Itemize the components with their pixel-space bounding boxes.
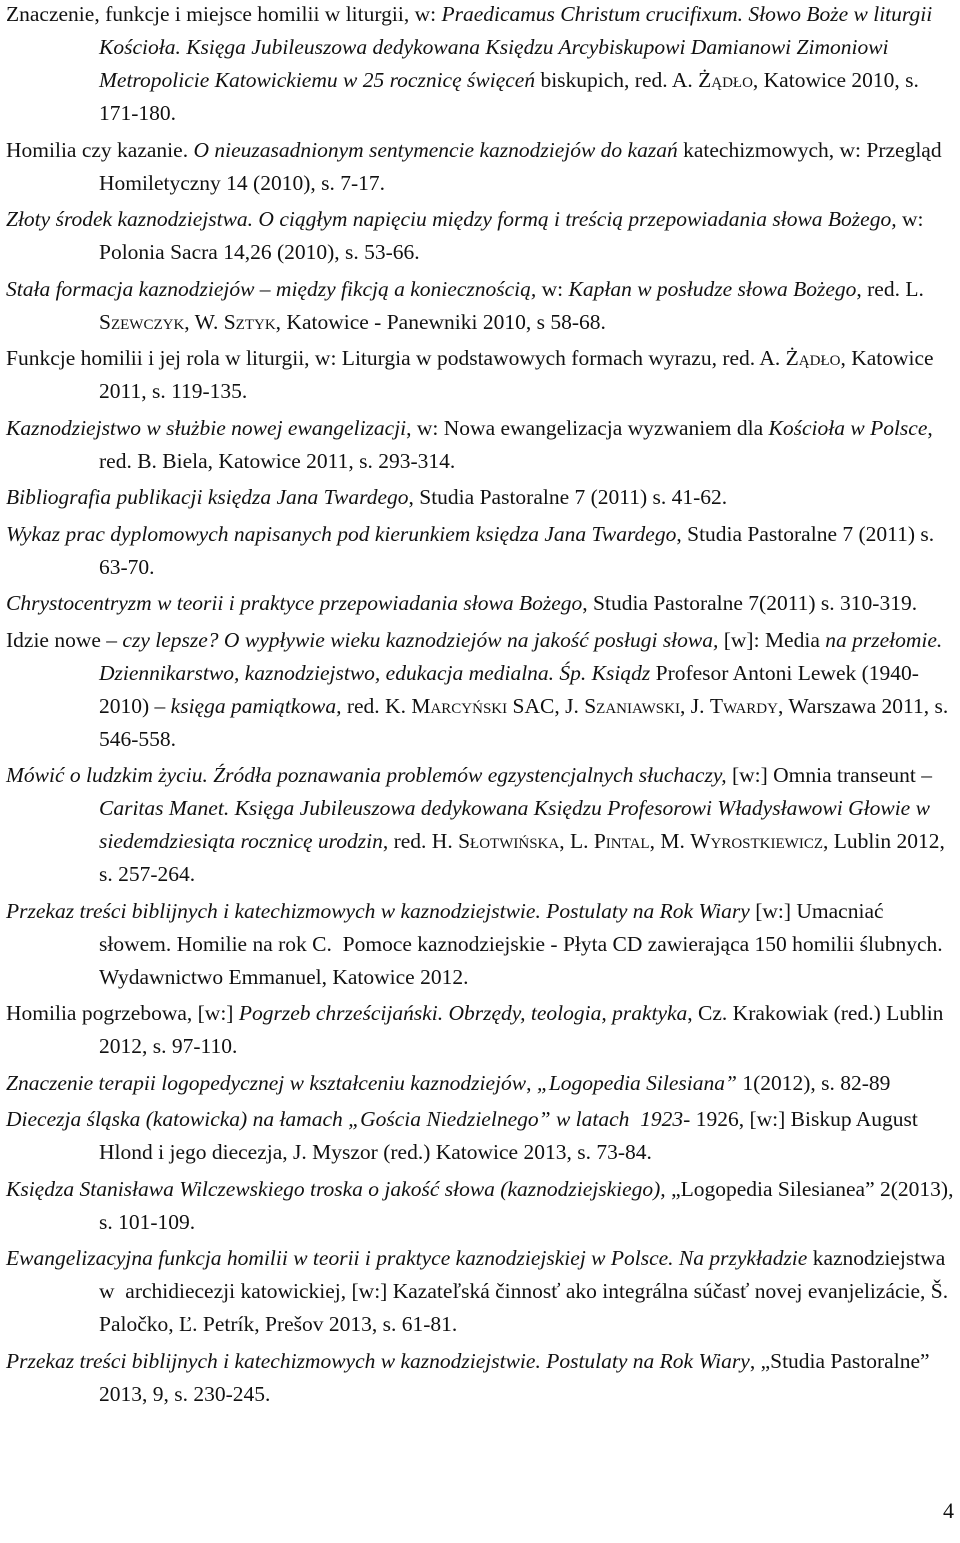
author-name-text: Żądło (698, 68, 753, 92)
bibliography-entry (6, 134, 956, 200)
bibliography-entry (6, 481, 956, 514)
bibliography-entry (6, 1242, 956, 1341)
entry-title-text: Przekaz treści biblijnych i katechizmowych w kaznodziejstwie. Postulaty na Rok Wiary (6, 898, 750, 923)
entry-text: - 1926, [w:] Biskup August Hlond i jego diecezja, J. Myszor (red.) Katowice 2013, s. 73-84. (99, 1107, 924, 1164)
entry-text: [w:] Umacniać słowem. Homilie na rok C. Pomoce kaznodziejskie - Płyta CD zawierająca 150 homilii ślubnych. Wydawnictwo Emmanuel, Katowice 2012. (99, 898, 948, 989)
author-name-text: Sztyk (223, 309, 276, 334)
entry-text: , „Studia Pastoralne” 2013, 9, s. 230-245. (99, 1348, 935, 1406)
bibliography-entry (6, 342, 956, 408)
entry-text: , Studia Pastoralne 7 (2011) s. 63-70. (99, 521, 940, 579)
entry-text: Znaczenie, funkcje i miejsce homilii w liturgii, w: (6, 2, 442, 26)
entry-text: , red. L. (856, 276, 930, 301)
entry-title-text: Bibliografia publikacji księdza Jana Twardego (6, 485, 409, 509)
author-name-text: Szewczyk (99, 309, 185, 334)
entry-text: , Katowice 2011, s. 119-135. (99, 346, 939, 403)
author-name-text: Marcyński (411, 693, 508, 718)
bibliography-entry (6, 412, 956, 478)
entry-title-text: Kościoła w Polsce (768, 415, 928, 440)
entry-title-text: Chrystocentryzm w teorii i praktyce przepowiadania słowa Bożego (6, 591, 583, 615)
entry-text: Profesor Antoni Lewek (1940-2010) – (99, 660, 919, 718)
entry-text: , Studia Pastoralne 7(2011) s. 310-319. (582, 591, 918, 615)
entry-text: , red. H. (382, 829, 459, 853)
entry-text: „Logopedia Silesianea” 2(2013), s. 101-109. (99, 1176, 959, 1234)
entry-text: w: (541, 276, 569, 301)
entry-text: , Warszawa 2011, s. 546-558. (99, 693, 954, 751)
author-name-text: Pintal (593, 829, 650, 853)
entry-title-text: „Logopedia Silesiana” (536, 1070, 737, 1095)
entry-text: , w: Nowa ewangelizacja wyzwaniem dla (406, 415, 769, 440)
page-number: 4 (943, 1498, 954, 1523)
entry-text: , (526, 1070, 537, 1095)
entry-title-text: Księdza Stanisława Wilczewskiego troska o jakość słowa (kaznodziejskiego), (6, 1176, 666, 1201)
entry-title-text: Przekaz treści biblijnych i katechizmowych w kaznodziejstwie. Postulaty na Rok Wiary (6, 1348, 750, 1373)
entry-title-text: Diecezja śląska (katowicka) na łamach „Gościa Niedzielnego” w latach 1923 (6, 1107, 684, 1131)
entry-title-text: Pogrzeb chrześcijański. Obrzędy, teologia, praktyka (238, 1001, 688, 1025)
entry-title-text: na przełomie. Dziennikarstwo, kaznodziejstwo, edukacja medialna. Śp. (99, 627, 948, 685)
bibliography-list (6, 0, 959, 1414)
entry-text: , Cz. Krakowiak (red.) Lublin 2012, s. 97-110. (99, 1001, 949, 1058)
bibliography-entry (6, 624, 956, 756)
bibliography-entry (6, 1067, 956, 1100)
bibliography-entry (6, 587, 956, 620)
entry-text: , M. (649, 829, 691, 853)
entry-text: kaznodziejstwa w archidiecezji katowickiej, [w:] Kazateľská činnosť ako integrálna súčasť novej evanjelizácie, Š. Paločko, Ľ. Petrík, Prešov 2013, s. 61-81. (99, 1246, 954, 1336)
bibliography-entry (6, 1345, 956, 1411)
entry-text: , Lublin 2012, s. 257-264. (99, 829, 951, 886)
bibliography-entry (6, 203, 956, 269)
entry-text: Idzie nowe – (6, 627, 123, 652)
author-name-text: Słotwińska (458, 829, 560, 853)
entry-title-text: księga pamiątkowa, (170, 693, 342, 718)
entry-text: Homilia pogrzebowa, [w:] (6, 1001, 239, 1025)
entry-text: , red. B. Biela, Katowice 2011, s. 293-314. (99, 415, 939, 473)
entry-title-text: Caritas Manet. Księga Jubileuszowa dedykowana Księdzu Profesorowi Władysławowi Głowie w siedemdziesiąta rocznicę urodzin (99, 796, 936, 853)
entry-title-text: Praedicamus Christum crucifixum. Słowo Boże w liturgii Kościoła. Księga Jubileuszowa dedykowana Księdzu Arcybiskupowi Damianowi Zimoniowi Metropolicie Katowickiemu w 25 rocznicę święceń (99, 2, 938, 92)
entry-title-text: O nieuzasadnionym sentymencie kaznodziejów do kazań (193, 137, 678, 162)
entry-title-text: Stała formacja kaznodziejów – między fikcją a koniecznością, (6, 276, 542, 301)
entry-title-text: Wykaz prac dyplomowych napisanych pod kierunkiem księdza Jana Twardego (6, 521, 677, 546)
entry-text: 1(2012), s. 82-89 (736, 1070, 891, 1095)
entry-text: , L. (559, 829, 594, 853)
entry-text: , J. (679, 693, 710, 718)
entry-title-text: czy lepsze? O wypływie wieku kaznodziejów na jakość posługi słowa, (122, 627, 719, 652)
entry-text: [w]: Media (718, 627, 826, 652)
entry-text: , Studia Pastoralne 7 (2011) s. 41-62. (408, 485, 728, 509)
bibliography-entry (6, 0, 956, 130)
entry-title-text: Kapłan w posłudze słowa Bożego (568, 276, 857, 301)
bibliography-entry (6, 759, 956, 891)
entry-title-text: Ewangelizacyjna funkcja homilii w teorii i praktyce kaznodziejskiej w Polsce. Na przykładzie (6, 1246, 808, 1270)
bibliography-entry (6, 518, 956, 584)
entry-text: w: Polonia Sacra 14,26 (2010), s. 53-66. (99, 207, 929, 264)
bibliography-entry (6, 273, 956, 339)
entry-title-text: Ksiądz (591, 660, 651, 685)
entry-text: , W. (184, 309, 224, 334)
entry-text: biskupich, red. A. (535, 68, 699, 92)
entry-title-text: Kaznodziejstwo w służbie nowej ewangelizacji (6, 415, 407, 440)
author-name-text: Twardy (709, 693, 778, 718)
author-name-text: Wyrostkiewicz (690, 829, 823, 853)
entry-text: Homilia czy kazanie. (6, 137, 194, 162)
entry-title-text: Znaczenie terapii logopedycznej w kształceniu kaznodziejów (6, 1070, 527, 1095)
bibliography-entry (6, 1103, 956, 1169)
author-name-text: Żądło (785, 346, 841, 370)
bibliography-entry (6, 997, 956, 1063)
entry-title-text: Złoty środek kaznodziejstwa. O ciągłym napięciu między formą i treścią przepowiadania słowa Bożego, (6, 207, 897, 231)
entry-text: Funkcje homilii i jej rola w liturgii, w: Liturgia w podstawowych formach wyrazu, red. A. (6, 346, 786, 370)
entry-text: SAC, J. (507, 693, 585, 718)
entry-title-text: Mówić o ludzkim życiu. Źródła poznawania problemów egzystencjalnych słuchaczy, (6, 763, 727, 787)
entry-text: red. K. (341, 693, 412, 718)
entry-text: , Katowice 2010, s. 171-180. (99, 68, 925, 125)
entry-text: [w:] Omnia transeunt – (726, 763, 938, 787)
author-name-text: Szaniawski (584, 693, 680, 718)
bibliography-entry (6, 1173, 959, 1239)
entry-text: , Katowice - Panewniki 2010, s 58-68. (275, 309, 606, 334)
bibliography-entry (6, 895, 956, 994)
entry-text: katechizmowych, w: Przegląd Homiletyczny 14 (2010), s. 7-17. (99, 137, 947, 195)
